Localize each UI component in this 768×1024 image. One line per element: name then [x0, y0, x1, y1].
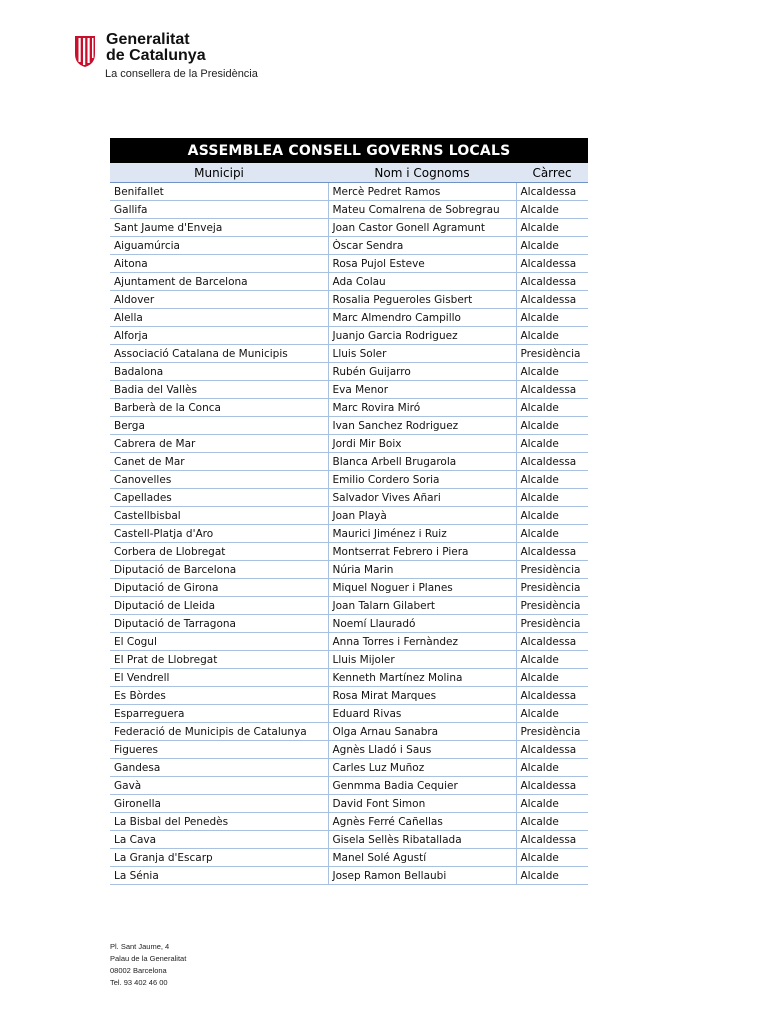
table-row: [110, 201, 588, 219]
cell-municipi: Associació Catalana de Municipis: [110, 345, 328, 363]
table-row: [110, 651, 588, 669]
members-table: [110, 138, 588, 885]
cell-nom: Joan Castor Gonell Agramunt: [328, 219, 516, 237]
cell-nom: Manel Solé Agustí: [328, 849, 516, 867]
cell-nom: Jordi Mir Boix: [328, 435, 516, 453]
table-row: [110, 723, 588, 741]
cell-carrec: Alcaldessa: [516, 831, 588, 849]
cell-nom: David Font Simon: [328, 795, 516, 813]
cell-nom: Kenneth Martínez Molina: [328, 669, 516, 687]
cell-nom: Josep Ramon Bellaubi: [328, 867, 516, 885]
footer-line: 08002 Barcelona: [110, 966, 167, 975]
cell-municipi: Aldover: [110, 291, 328, 309]
table-row: [110, 849, 588, 867]
table-row: [110, 183, 588, 201]
cell-municipi: Diputació de Girona: [110, 579, 328, 597]
cell-carrec: Alcaldessa: [516, 273, 588, 291]
cell-municipi: Gavà: [110, 777, 328, 795]
cell-nom: Eva Menor: [328, 381, 516, 399]
organization-name-line1: Generalitat: [106, 31, 190, 48]
table-row: [110, 741, 588, 759]
cell-carrec: Presidència: [516, 561, 588, 579]
cell-nom: Carles Luz Muñoz: [328, 759, 516, 777]
table-row: [110, 687, 588, 705]
cell-municipi: La Bisbal del Penedès: [110, 813, 328, 831]
cell-carrec: Alcaldessa: [516, 183, 588, 201]
cell-municipi: Alella: [110, 309, 328, 327]
table-row: [110, 255, 588, 273]
table-row: [110, 525, 588, 543]
table-row: [110, 291, 588, 309]
cell-carrec: Alcalde: [516, 813, 588, 831]
cell-nom: Gisela Sellès Ribatallada: [328, 831, 516, 849]
cell-municipi: Badia del Vallès: [110, 381, 328, 399]
organization-name-line2: de Catalunya: [106, 47, 206, 64]
cell-carrec: Alcaldessa: [516, 633, 588, 651]
cell-nom: Genmma Badia Cequier: [328, 777, 516, 795]
table-row: [110, 795, 588, 813]
cell-municipi: Esparreguera: [110, 705, 328, 723]
table-row: [110, 471, 588, 489]
cell-carrec: Alcaldessa: [516, 543, 588, 561]
cell-nom: Montserrat Febrero i Piera: [328, 543, 516, 561]
cell-municipi: Ajuntament de Barcelona: [110, 273, 328, 291]
table-row: [110, 813, 588, 831]
cell-municipi: Canovelles: [110, 471, 328, 489]
cell-nom: Rosalia Pegueroles Gisbert: [328, 291, 516, 309]
cell-nom: Rubén Guijarro: [328, 363, 516, 381]
table-row: [110, 309, 588, 327]
cell-nom: Salvador Vives Añari: [328, 489, 516, 507]
cell-municipi: Castell-Platja d'Aro: [110, 525, 328, 543]
cell-municipi: Federació de Municipis de Catalunya: [110, 723, 328, 741]
footer-line: Pl. Sant Jaume, 4: [110, 942, 170, 951]
column-header-carrec: Càrrec: [516, 163, 588, 183]
cell-carrec: Alcalde: [516, 669, 588, 687]
cell-nom: Lluis Mijoler: [328, 651, 516, 669]
table-row: [110, 579, 588, 597]
cell-carrec: Alcaldessa: [516, 453, 588, 471]
cell-municipi: Gallifa: [110, 201, 328, 219]
table-row: [110, 669, 588, 687]
table-row: [110, 453, 588, 471]
cell-nom: Núria Marin: [328, 561, 516, 579]
cell-carrec: Alcalde: [516, 507, 588, 525]
table-row: [110, 219, 588, 237]
cell-nom: Miquel Noguer i Planes: [328, 579, 516, 597]
cell-nom: Juanjo Garcia Rodriguez: [328, 327, 516, 345]
cell-carrec: Alcalde: [516, 525, 588, 543]
table-row: [110, 417, 588, 435]
table-row: [110, 633, 588, 651]
cell-municipi: Diputació de Lleida: [110, 597, 328, 615]
organization-subtitle: La consellera de la Presidència: [105, 68, 258, 80]
cell-carrec: Alcalde: [516, 399, 588, 417]
cell-carrec: Presidència: [516, 615, 588, 633]
cell-carrec: Alcaldessa: [516, 777, 588, 795]
table-row: [110, 543, 588, 561]
table-row: [110, 363, 588, 381]
cell-nom: Marc Rovira Miró: [328, 399, 516, 417]
cell-municipi: Cabrera de Mar: [110, 435, 328, 453]
cell-municipi: Gironella: [110, 795, 328, 813]
table-row: [110, 381, 588, 399]
table-row: [110, 507, 588, 525]
cell-nom: Olga Arnau Sanabra: [328, 723, 516, 741]
cell-carrec: Presidència: [516, 723, 588, 741]
cell-carrec: Alcalde: [516, 705, 588, 723]
cell-carrec: Alcalde: [516, 867, 588, 885]
column-header-municipi: Municipi: [110, 163, 328, 183]
cell-carrec: Alcalde: [516, 759, 588, 777]
cell-carrec: Alcalde: [516, 795, 588, 813]
cell-nom: Eduard Rivas: [328, 705, 516, 723]
cell-carrec: Alcalde: [516, 417, 588, 435]
cell-carrec: Alcalde: [516, 327, 588, 345]
table-row: [110, 399, 588, 417]
table-row: [110, 273, 588, 291]
cell-municipi: Figueres: [110, 741, 328, 759]
cell-municipi: El Vendrell: [110, 669, 328, 687]
cell-municipi: Alforja: [110, 327, 328, 345]
column-header-nom: Nom i Cognoms: [328, 163, 516, 183]
cell-nom: Agnès Ferré Cañellas: [328, 813, 516, 831]
footer-line: Palau de la Generalitat: [110, 954, 187, 963]
cell-carrec: Alcaldessa: [516, 741, 588, 759]
cell-carrec: Alcaldessa: [516, 687, 588, 705]
cell-municipi: Gandesa: [110, 759, 328, 777]
cell-municipi: Castellbisbal: [110, 507, 328, 525]
cell-carrec: Alcalde: [516, 651, 588, 669]
cell-nom: Rosa Pujol Esteve: [328, 255, 516, 273]
cell-nom: Joan Playà: [328, 507, 516, 525]
cell-municipi: Badalona: [110, 363, 328, 381]
cell-nom: Joan Talarn Gilabert: [328, 597, 516, 615]
cell-carrec: Alcalde: [516, 471, 588, 489]
cell-municipi: Canet de Mar: [110, 453, 328, 471]
cell-nom: Lluis Soler: [328, 345, 516, 363]
cell-municipi: Corbera de Llobregat: [110, 543, 328, 561]
table-title: ASSEMBLEA CONSELL GOVERNS LOCALS: [110, 138, 588, 163]
cell-municipi: Es Bòrdes: [110, 687, 328, 705]
cell-municipi: Capellades: [110, 489, 328, 507]
cell-municipi: Berga: [110, 417, 328, 435]
cell-municipi: Barberà de la Conca: [110, 399, 328, 417]
table-row: [110, 435, 588, 453]
cell-carrec: Presidència: [516, 597, 588, 615]
table-row: [110, 777, 588, 795]
cell-nom: Mercè Pedret Ramos: [328, 183, 516, 201]
cell-carrec: Presidència: [516, 579, 588, 597]
table-row: [110, 561, 588, 579]
cell-carrec: Alcaldessa: [516, 381, 588, 399]
table-row: [110, 867, 588, 885]
footer-address: [110, 941, 186, 989]
cell-nom: Ivan Sanchez Rodriguez: [328, 417, 516, 435]
cell-municipi: Diputació de Tarragona: [110, 615, 328, 633]
cell-carrec: Alcalde: [516, 435, 588, 453]
cell-carrec: Alcalde: [516, 237, 588, 255]
footer-line: Tel. 93 402 46 00: [110, 978, 168, 987]
cell-municipi: La Granja d'Escarp: [110, 849, 328, 867]
cell-nom: Agnès Lladó i Saus: [328, 741, 516, 759]
cell-municipi: El Cogul: [110, 633, 328, 651]
cell-municipi: Benifallet: [110, 183, 328, 201]
cell-nom: Rosa Mirat Marques: [328, 687, 516, 705]
cell-municipi: El Prat de Llobregat: [110, 651, 328, 669]
cell-nom: Noemí Llauradó: [328, 615, 516, 633]
cell-carrec: Alcalde: [516, 849, 588, 867]
cell-municipi: Sant Jaume d'Enveja: [110, 219, 328, 237]
cell-carrec: Alcaldessa: [516, 255, 588, 273]
table-row: [110, 831, 588, 849]
cell-carrec: Presidència: [516, 345, 588, 363]
cell-carrec: Alcalde: [516, 201, 588, 219]
table-row: [110, 705, 588, 723]
cell-carrec: Alcalde: [516, 309, 588, 327]
organization-name: [106, 32, 206, 64]
table-row: [110, 597, 588, 615]
cell-carrec: Alcalde: [516, 363, 588, 381]
cell-nom: Mateu Comalrena de Sobregrau: [328, 201, 516, 219]
generalitat-logo-icon: [72, 34, 98, 68]
table-row: [110, 759, 588, 777]
cell-municipi: Aitona: [110, 255, 328, 273]
cell-carrec: Alcalde: [516, 489, 588, 507]
table-row: [110, 615, 588, 633]
cell-nom: Emilio Cordero Soria: [328, 471, 516, 489]
cell-carrec: Alcaldessa: [516, 291, 588, 309]
table-row: [110, 327, 588, 345]
cell-nom: Maurici Jiménez i Ruiz: [328, 525, 516, 543]
cell-municipi: Aiguamúrcia: [110, 237, 328, 255]
cell-nom: Marc Almendro Campillo: [328, 309, 516, 327]
cell-carrec: Alcalde: [516, 219, 588, 237]
cell-nom: Ada Colau: [328, 273, 516, 291]
table-row: [110, 237, 588, 255]
cell-municipi: Diputació de Barcelona: [110, 561, 328, 579]
cell-nom: Blanca Arbell Brugarola: [328, 453, 516, 471]
table-body: [110, 183, 588, 885]
cell-municipi: La Cava: [110, 831, 328, 849]
cell-nom: Òscar Sendra: [328, 237, 516, 255]
table-row: [110, 489, 588, 507]
table-row: [110, 345, 588, 363]
cell-nom: Anna Torres i Fernàndez: [328, 633, 516, 651]
cell-municipi: La Sénia: [110, 867, 328, 885]
